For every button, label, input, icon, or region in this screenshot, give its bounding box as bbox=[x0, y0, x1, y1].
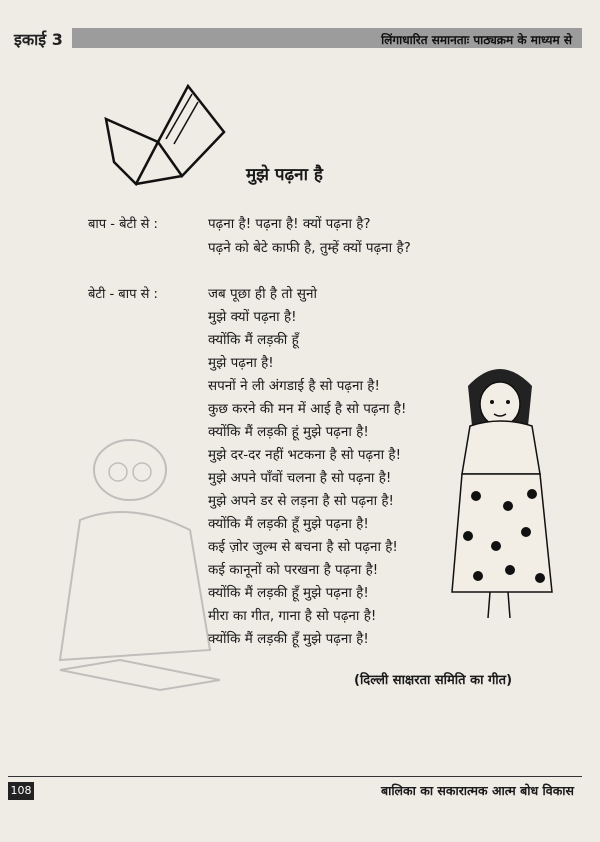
poem-line: कई ज़ोर जुल्म से बचना है सो पढ़ना है! bbox=[208, 539, 398, 555]
header-bar bbox=[72, 28, 582, 48]
poem-line: क्योंकि मैं लड़की हूँ मुझे पढ़ना है! bbox=[208, 631, 369, 647]
open-book-icon bbox=[96, 84, 226, 194]
poem-line: जब पूछा ही है तो सुनो bbox=[208, 286, 317, 302]
poem-line: पढ़ना है! पढ़ना है! क्यों पढ़ना है? bbox=[208, 216, 371, 232]
poem-line: मुझे अपने डर से लड़ना है सो पढ़ना है! bbox=[208, 493, 394, 509]
page-header bbox=[10, 24, 582, 54]
poem-line: कुछ करने की मन में आई है सो पढ़ना है! bbox=[208, 401, 407, 417]
poem-line: मुझे दर-दर नहीं भटकना है सो पढ़ना है! bbox=[208, 447, 402, 463]
header-title: लिंगाधारित समानताः पाठ्यक्रम के माध्यम से bbox=[381, 33, 572, 47]
poem-line: क्योंकि मैं लड़की हूँ bbox=[208, 332, 299, 348]
poem-line: मुझे पढ़ना है! bbox=[208, 355, 274, 371]
poem-line: मुझे क्यों पढ़ना है! bbox=[208, 309, 297, 325]
unit-label: इकाई 3 bbox=[14, 30, 63, 49]
speaker-label: बेटी - बाप से : bbox=[88, 287, 158, 302]
footer-divider bbox=[8, 776, 582, 777]
poem-line: कई कानूनों को परखना है पढ़ना है! bbox=[208, 562, 379, 578]
poem-title: मुझे पढ़ना है bbox=[246, 165, 323, 185]
girl-reading-illustration bbox=[448, 356, 558, 626]
poem-credit: (दिल्ली साक्षरता समिति का गीत) bbox=[354, 673, 513, 688]
footer-title: बालिका का सकारात्मक आत्म बोध विकास bbox=[380, 783, 574, 798]
speaker-label: बाप - बेटी से : bbox=[88, 217, 158, 232]
page-number: 108 bbox=[8, 782, 34, 800]
poem-line: सपनों ने ली अंगडाई है सो पढ़ना है! bbox=[208, 378, 380, 394]
poem-line: क्योंकि मैं लड़की हूँ मुझे पढ़ना है! bbox=[208, 516, 369, 532]
poem-line: मुझे अपने पाँवों चलना है सो पढ़ना है! bbox=[208, 470, 392, 486]
poem-line: मीरा का गीत, गाना है सो पढ़ना है! bbox=[208, 608, 377, 624]
poem-line: पढ़ने को बेटे काफी है, तुम्हें क्यों पढ़ना है? bbox=[208, 240, 411, 256]
background-sketch-illustration bbox=[40, 430, 240, 730]
poem-line: क्योंकि मैं लड़की हूं मुझे पढ़ना है! bbox=[208, 424, 369, 440]
poem-line: क्योंकि मैं लड़की हूँ मुझे पढ़ना है! bbox=[208, 585, 369, 601]
